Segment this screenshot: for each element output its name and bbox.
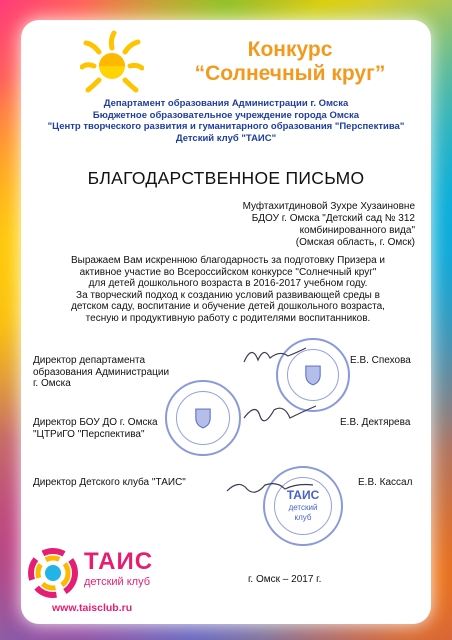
- recipient-block: [170, 201, 415, 249]
- signatory-2-name: Е.В. Дектярева: [340, 417, 411, 428]
- tais-logo-icon: [28, 548, 78, 598]
- signatory-1-name: Е.В. Спехова: [350, 355, 411, 366]
- stamp-tais-line-1: ТАИС: [286, 488, 320, 502]
- body-line: детском саду, воспитание и обучение детей дошкольного возраста,: [71, 301, 385, 313]
- sun-icon: [80, 30, 144, 94]
- stamp-tais-line-2: детский: [288, 503, 318, 512]
- signature-3: [225, 475, 315, 499]
- signature-1: [240, 340, 310, 370]
- logo-subtitle: детский клуб: [84, 576, 151, 588]
- contest-title: [175, 38, 405, 86]
- body-line: Выражаем Вам искреннюю благодарность за подготовку Призера и: [70, 255, 386, 266]
- logo-name: ТАИС: [84, 548, 154, 575]
- signatory-1-title: Директор департамента образования Администрации г. Омска: [33, 355, 170, 389]
- coat-of-arms-icon: [194, 407, 212, 429]
- stamp-tais-line-3: клуб: [294, 513, 312, 522]
- contest-word: Конкурс: [247, 38, 333, 61]
- gratitude-text: [42, 255, 414, 325]
- signatory-3-name: Е.В. Кассал: [358, 477, 413, 488]
- header-line-2: Бюджетное образовательное учреждение города Омска: [92, 109, 360, 121]
- header-line-1: Департамент образования Администрации г. Омска: [103, 98, 349, 109]
- recipient-location: (Омская область, г. Омск): [295, 237, 415, 248]
- signature-2: [240, 400, 320, 430]
- signatory-2-title: Директор БОУ ДО г. Омска "ЦТРиГО "Перспектива": [33, 417, 158, 440]
- body-line: За творческий подход к созданию условий развивающей среды в: [76, 289, 380, 301]
- header-line-4: Детский клуб "ТАИС": [175, 132, 277, 144]
- stamp-perspektiva: [165, 380, 241, 456]
- document-title: БЛАГОДАРСТВЕННОЕ ПИСЬМО: [87, 168, 365, 188]
- body-line: тесную и продуктивную работу с родителями воспитанников.: [85, 312, 371, 324]
- website-link[interactable]: www.taisclub.ru: [52, 602, 133, 614]
- contest-name: “Солнечный круг”: [194, 62, 386, 85]
- recipient-organization: БДОУ г. Омска "Детский сад № 312 комбинированного вида": [251, 213, 415, 236]
- header-line-3: "Центр творческого развития и гуманитарного образования "Перспектива": [47, 121, 405, 132]
- signatory-3-title: Директор Детского клуба "ТАИС": [33, 477, 186, 488]
- body-line: активное участие во Всероссийском конкурсе "Солнечный круг": [79, 266, 377, 278]
- body-line: для детей дошкольного возраста в 2016-2017 учебном году.: [88, 278, 368, 290]
- recipient-name: Муфтахитдиновой Зухре Хузаиновне: [242, 201, 415, 212]
- place-and-date: г. Омск – 2017 г.: [248, 574, 322, 585]
- issuer-header: [21, 98, 431, 144]
